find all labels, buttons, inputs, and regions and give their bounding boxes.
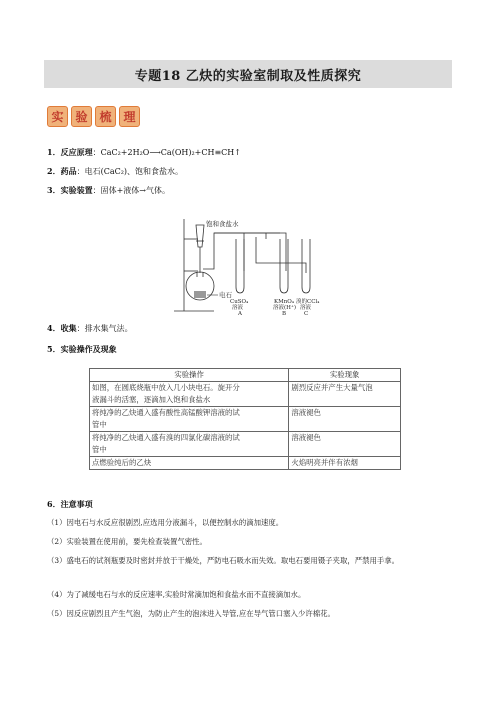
table-row: [90, 407, 401, 432]
apparatus-diagram: [174, 211, 354, 316]
note-item: （5）因反应剧烈且产生气泡，为防止产生的泡沫进入导管,应在导气管口塞入少许棉花。: [47, 609, 335, 618]
item-label: 2．药品: [47, 166, 77, 176]
carbide-solid: [194, 291, 206, 298]
stamp-char: 理: [119, 106, 140, 127]
table-row: [90, 457, 401, 470]
item-label: 4．收集: [47, 323, 77, 333]
table-cell: 点燃验纯后的乙炔: [90, 457, 289, 470]
device-line: 3．实验装置：固体+液体→气体。: [47, 185, 170, 195]
note-item: （1）因电石与水反应很剧烈,应选用分液漏斗，以便控制水的滴加速度。: [47, 518, 284, 527]
table-header-row: [90, 369, 401, 382]
reaction-equation: CaC₂+2H₂O⟶Ca(OH)₂+CH≡CH↑: [100, 148, 241, 157]
reaction-line: 1．反应原理：CaC₂+2H₂O⟶Ca(OH)₂+CH≡CH↑: [47, 147, 241, 157]
table-cell: 剧烈反应并产生大量气泡: [289, 382, 401, 407]
table-header: 实验操作: [90, 369, 289, 382]
section-stamp: [47, 106, 140, 127]
stamp-char: 实: [47, 106, 68, 127]
tube-label: 溶液: [300, 305, 312, 311]
item-text: 排水集气法。: [84, 324, 133, 333]
table-header: 实验现象: [289, 369, 401, 382]
table-cell: 溶液褪色: [289, 432, 401, 457]
drugs-line: 2．药品：电石(CaC₂)、饱和食盐水。: [47, 166, 184, 176]
table-cell: 将纯净的乙炔通入盛有酸性高锰酸钾溶液的试 管中: [90, 407, 289, 432]
stamp-char: 验: [71, 106, 92, 127]
tube-label: 溴的CCl₄: [296, 299, 320, 305]
funnel-label: 饱和食盐水: [206, 220, 239, 228]
operations-table: [89, 368, 401, 470]
tube-label: KMnO₄: [274, 299, 294, 305]
item-label: 5．实验操作及现象: [47, 344, 117, 354]
tube-letter: C: [304, 311, 309, 316]
stamp-char: 梳: [95, 106, 116, 127]
tube-letter: B: [282, 311, 287, 316]
tube-label: 溶液(H⁺): [273, 305, 296, 311]
table-cell: 溶液褪色: [289, 407, 401, 432]
item-label: 3．实验装置: [47, 185, 93, 195]
collect-line: 4．收集：排水集气法。: [47, 323, 133, 333]
table-cell: 火焰明亮并伴有浓烟: [289, 457, 401, 470]
note-item: （4）为了减缓电石与水的反应速率,实验时常滴加饱和食盐水而不直接滴加水。: [47, 590, 306, 599]
note-item: （2）实验装置在使用前，要先检查装置气密性。: [47, 537, 207, 546]
tube-label: CuSO₄: [230, 299, 249, 305]
table-cell: 将纯净的乙炔通入盛有溴的四氯化碳溶液的试 管中: [90, 432, 289, 457]
note-item: （3）盛电石的试剂瓶要及时密封并放于干燥处，严防电石吸水而失效。取电石要用镊子夹取，严禁用手拿。: [47, 556, 400, 565]
item-text: 电石(CaC₂)、饱和食盐水。: [84, 167, 184, 176]
notes-heading: [47, 499, 93, 510]
title-banner: [44, 60, 452, 88]
item-text: 固体+液体→气体。: [100, 186, 170, 195]
table-row: [90, 382, 401, 407]
table-cell: 如图，在圆底烧瓶中放入几小块电石。旋开分 液漏斗的活塞，逐滴加入饱和食盐水: [90, 382, 289, 407]
table-row: [90, 432, 401, 457]
flask-label: 电石: [219, 291, 232, 299]
ops-heading: [47, 344, 117, 355]
tube-letter: A: [238, 311, 242, 316]
tube-label: 溶液: [232, 305, 244, 311]
item-label: 6．注意事项: [47, 499, 93, 509]
page-title: 专题18 乙炔的实验室制取及性质探究: [134, 68, 362, 84]
item-label: 1．反应原理: [47, 147, 93, 157]
